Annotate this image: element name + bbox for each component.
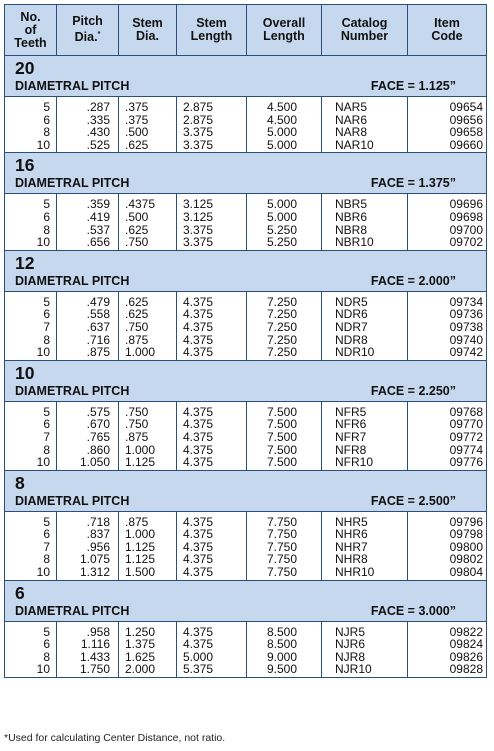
cell-stem: 1.250	[119, 621, 177, 638]
cell-catalog: NDR5	[322, 291, 408, 308]
cell-pitch: .958	[57, 621, 119, 638]
cell-overall: 7.250	[247, 334, 322, 347]
col-header-pitch-dia: Pitch Dia.*	[57, 5, 119, 56]
cell-teeth: 7	[43, 319, 50, 334]
cell-teeth: 6	[43, 637, 50, 652]
table-row	[5, 308, 487, 321]
cell-stem: .375	[119, 97, 177, 114]
pitch-section-header	[5, 56, 487, 97]
section-face-width: FACE = 1.375”	[370, 176, 456, 191]
cell-overall: 7.500	[247, 431, 322, 444]
cell-teeth: 8	[43, 332, 50, 347]
cell-pitch: .656	[57, 236, 119, 250]
cell-catalog: NAR8	[322, 126, 408, 139]
table-row	[5, 334, 487, 347]
cell-teeth: 5	[43, 404, 50, 419]
cell-pitch: .956	[57, 541, 119, 554]
cell-length: 4.375	[177, 334, 247, 347]
cell-length: 4.375	[177, 291, 247, 308]
cell-code: 09768	[408, 401, 487, 418]
cell-overall: 7.500	[247, 401, 322, 418]
section-pitch-number: 6	[15, 582, 25, 603]
cell-catalog: NHR10	[322, 566, 408, 580]
cell-code: 09654	[408, 97, 487, 114]
cell-stem: 1.000	[119, 346, 177, 360]
cell-length: 4.375	[177, 418, 247, 431]
cell-pitch: .479	[57, 291, 119, 308]
cell-code: 09796	[408, 511, 487, 528]
cell-teeth: 8	[43, 552, 50, 567]
cell-catalog: NAR6	[322, 114, 408, 127]
cell-stem: 1.625	[119, 651, 177, 664]
section-face-width: FACE = 2.250”	[370, 383, 456, 398]
cell-stem: 1.125	[119, 541, 177, 554]
cell-catalog: NDR8	[322, 334, 408, 347]
pitch-section-header	[5, 153, 487, 194]
cell-code: 09826	[408, 651, 487, 664]
cell-length: 5.000	[177, 651, 247, 664]
cell-code: 09824	[408, 638, 487, 651]
cell-length: 4.375	[177, 321, 247, 334]
section-pitch-label: DIAMETRAL PITCH	[15, 383, 130, 398]
cell-pitch: .765	[57, 431, 119, 444]
table-row	[5, 553, 487, 566]
section-banner	[5, 153, 487, 194]
cell-length: 2.875	[177, 114, 247, 127]
cell-code: 09822	[408, 621, 487, 638]
cell-code: 09772	[408, 431, 487, 444]
cell-pitch: .718	[57, 511, 119, 528]
cell-length: 3.125	[177, 211, 247, 224]
cell-code: 09696	[408, 194, 487, 211]
cell-catalog: NJR6	[322, 638, 408, 651]
cell-pitch: 1.050	[57, 456, 119, 470]
cell-code: 09738	[408, 321, 487, 334]
cell-overall: 7.500	[247, 444, 322, 457]
cell-length: 4.375	[177, 431, 247, 444]
cell-overall: 7.500	[247, 456, 322, 470]
cell-overall: 7.500	[247, 418, 322, 431]
cell-teeth: 10	[36, 455, 50, 470]
section-pitch-label: DIAMETRAL PITCH	[15, 493, 130, 508]
cell-length: 3.375	[177, 126, 247, 139]
cell-overall: 5.250	[247, 224, 322, 237]
cell-pitch: .335	[57, 114, 119, 127]
cell-stem: .875	[119, 334, 177, 347]
section-banner	[5, 360, 487, 401]
cell-pitch: .860	[57, 444, 119, 457]
cell-stem: .875	[119, 511, 177, 528]
pitch-section-header	[5, 250, 487, 291]
col-header-stem-dia: Stem Dia.	[119, 5, 177, 56]
col-header-overall-length: Overall Length	[247, 5, 322, 56]
cell-stem: 1.000	[119, 444, 177, 457]
cell-code: 09798	[408, 528, 487, 541]
table-row	[5, 194, 487, 211]
cell-teeth: 8	[43, 442, 50, 457]
table-row	[5, 224, 487, 237]
cell-code: 09774	[408, 444, 487, 457]
cell-overall: 7.750	[247, 511, 322, 528]
table-header	[5, 5, 487, 56]
table-row	[5, 541, 487, 554]
table-row	[5, 321, 487, 334]
cell-pitch: 1.433	[57, 651, 119, 664]
cell-stem: .625	[119, 139, 177, 153]
cell-overall: 7.250	[247, 291, 322, 308]
cell-stem: .625	[119, 308, 177, 321]
section-face-width: FACE = 2.000”	[370, 273, 456, 288]
section-rows	[5, 194, 487, 250]
cell-overall: 7.750	[247, 541, 322, 554]
cell-catalog: NDR6	[322, 308, 408, 321]
cell-overall: 5.000	[247, 211, 322, 224]
cell-teeth: 5	[43, 624, 50, 639]
cell-pitch: 1.312	[57, 566, 119, 580]
cell-code: 09656	[408, 114, 487, 127]
cell-teeth: 7	[43, 429, 50, 444]
cell-teeth: 10	[36, 565, 50, 580]
cell-stem: .875	[119, 431, 177, 444]
cell-length: 4.375	[177, 541, 247, 554]
cell-pitch: 1.750	[57, 663, 119, 677]
cell-teeth: 5	[43, 100, 50, 114]
cell-length: 4.375	[177, 553, 247, 566]
cell-overall: 5.000	[247, 194, 322, 211]
cell-code: 09770	[408, 418, 487, 431]
col-header-teeth: No. of Teeth	[5, 5, 57, 56]
cell-code: 09658	[408, 126, 487, 139]
cell-pitch: 1.116	[57, 638, 119, 651]
cell-stem: .750	[119, 321, 177, 334]
cell-overall: 8.500	[247, 638, 322, 651]
table-row	[5, 418, 487, 431]
cell-catalog: NFR8	[322, 444, 408, 457]
cell-length: 3.375	[177, 224, 247, 237]
section-pitch-label: DIAMETRAL PITCH	[15, 603, 130, 618]
section-pitch-number: 20	[15, 58, 35, 78]
cell-stem: .750	[119, 401, 177, 418]
cell-code: 09660	[408, 139, 487, 153]
cell-length: 4.375	[177, 444, 247, 457]
cell-teeth: 6	[43, 307, 50, 322]
col-header-item-code: Item Code	[408, 5, 487, 56]
section-pitch-number: 10	[15, 362, 35, 383]
cell-length: 3.125	[177, 194, 247, 211]
table-row	[5, 638, 487, 651]
cell-teeth: 8	[43, 125, 50, 140]
cell-code: 09776	[408, 456, 487, 470]
cell-catalog: NJR10	[322, 663, 408, 677]
table-row	[5, 126, 487, 139]
section-banner	[5, 580, 487, 621]
cell-stem: .750	[119, 236, 177, 250]
table-row	[5, 97, 487, 114]
col-header-stem-length: Stem Length	[177, 5, 247, 56]
section-face-width: FACE = 3.000”	[370, 603, 456, 618]
cell-pitch: .525	[57, 139, 119, 153]
section-pitch-label: DIAMETRAL PITCH	[15, 79, 130, 93]
cell-teeth: 5	[43, 197, 50, 212]
table-row	[5, 114, 487, 127]
cell-stem: .375	[119, 114, 177, 127]
cell-catalog: NFR7	[322, 431, 408, 444]
cell-teeth: 5	[43, 514, 50, 529]
cell-overall: 4.500	[247, 97, 322, 114]
cell-teeth: 10	[36, 137, 50, 152]
cell-length: 4.375	[177, 511, 247, 528]
cell-teeth: 6	[43, 527, 50, 542]
cell-length: 4.375	[177, 621, 247, 638]
cell-pitch: .637	[57, 321, 119, 334]
cell-teeth: 6	[43, 417, 50, 432]
cell-code: 09698	[408, 211, 487, 224]
cell-code: 09742	[408, 346, 487, 360]
cell-catalog: NJR5	[322, 621, 408, 638]
cell-stem: 1.500	[119, 566, 177, 580]
cell-teeth: 6	[43, 209, 50, 224]
cell-code: 09700	[408, 224, 487, 237]
table-row	[5, 651, 487, 664]
cell-length: 4.375	[177, 401, 247, 418]
cell-stem: .4375	[119, 194, 177, 211]
cell-catalog: NHR7	[322, 541, 408, 554]
cell-length: 4.375	[177, 528, 247, 541]
section-pitch-label: DIAMETRAL PITCH	[15, 176, 130, 191]
col-header-catalog-number: Catalog Number	[322, 5, 408, 56]
cell-overall: 5.000	[247, 126, 322, 139]
cell-stem: .500	[119, 211, 177, 224]
cell-code: 09734	[408, 291, 487, 308]
cell-overall: 5.000	[247, 139, 322, 153]
cell-catalog: NHR8	[322, 553, 408, 566]
section-rows	[5, 97, 487, 153]
section-banner	[5, 56, 487, 97]
cell-length: 4.375	[177, 346, 247, 360]
table-row	[5, 566, 487, 580]
cell-code: 09804	[408, 566, 487, 580]
cell-length: 4.375	[177, 638, 247, 651]
cell-pitch: .558	[57, 308, 119, 321]
section-face-width: FACE = 2.500”	[370, 493, 456, 508]
cell-stem: .750	[119, 418, 177, 431]
section-rows	[5, 401, 487, 470]
section-rows	[5, 621, 487, 677]
cell-code: 09736	[408, 308, 487, 321]
cell-code: 09800	[408, 541, 487, 554]
cell-teeth: 6	[43, 112, 50, 127]
cell-pitch: .287	[57, 97, 119, 114]
spec-table-wrapper	[4, 4, 486, 678]
cell-teeth: 8	[43, 649, 50, 664]
cell-catalog: NDR10	[322, 346, 408, 360]
section-banner	[5, 470, 487, 511]
cell-pitch: .837	[57, 528, 119, 541]
cell-catalog: NFR10	[322, 456, 408, 470]
table-row	[5, 139, 487, 153]
cell-pitch: .716	[57, 334, 119, 347]
cell-catalog: NFR6	[322, 418, 408, 431]
cell-code: 09702	[408, 236, 487, 250]
gear-spec-table	[4, 4, 487, 678]
cell-teeth: 10	[36, 235, 50, 250]
pitch-section-header	[5, 360, 487, 401]
cell-teeth: 8	[43, 222, 50, 237]
cell-pitch: .670	[57, 418, 119, 431]
cell-overall: 7.250	[247, 346, 322, 360]
cell-overall: 9.000	[247, 651, 322, 664]
cell-overall: 9.500	[247, 663, 322, 677]
cell-pitch: 1.075	[57, 553, 119, 566]
section-pitch-label: DIAMETRAL PITCH	[15, 273, 130, 288]
cell-catalog: NAR10	[322, 139, 408, 153]
footnote-marker: *	[97, 31, 101, 39]
cell-pitch: .875	[57, 346, 119, 360]
table-row	[5, 663, 487, 677]
section-rows	[5, 291, 487, 360]
table-row	[5, 236, 487, 250]
cell-stem: 1.000	[119, 528, 177, 541]
cell-catalog: NAR5	[322, 97, 408, 114]
cell-overall: 5.250	[247, 236, 322, 250]
cell-teeth: 10	[36, 662, 50, 677]
table-row	[5, 528, 487, 541]
cell-catalog: NJR8	[322, 651, 408, 664]
cell-catalog: NBR10	[322, 236, 408, 250]
section-pitch-number: 16	[15, 155, 35, 176]
table-row	[5, 511, 487, 528]
section-rows	[5, 511, 487, 580]
section-face-width: FACE = 1.125”	[370, 79, 456, 93]
table-row	[5, 346, 487, 360]
cell-length: 2.875	[177, 97, 247, 114]
cell-pitch: .537	[57, 224, 119, 237]
cell-catalog: NHR6	[322, 528, 408, 541]
cell-pitch: .575	[57, 401, 119, 418]
table-row	[5, 456, 487, 470]
cell-pitch: .419	[57, 211, 119, 224]
cell-teeth: 10	[36, 345, 50, 360]
cell-length: 4.375	[177, 308, 247, 321]
cell-catalog: NBR6	[322, 211, 408, 224]
cell-stem: .625	[119, 224, 177, 237]
cell-length: 3.375	[177, 139, 247, 153]
cell-stem: 2.000	[119, 663, 177, 677]
cell-stem: 1.125	[119, 456, 177, 470]
cell-stem: .625	[119, 291, 177, 308]
cell-length: 3.375	[177, 236, 247, 250]
cell-length: 5.375	[177, 663, 247, 677]
cell-teeth: 5	[43, 294, 50, 309]
section-pitch-number: 8	[15, 472, 25, 493]
cell-overall: 4.500	[247, 114, 322, 127]
cell-code: 09828	[408, 663, 487, 677]
cell-overall: 7.750	[247, 566, 322, 580]
cell-stem: 1.125	[119, 553, 177, 566]
footnote: *Used for calculating Center Distance, not ratio.	[4, 732, 226, 744]
cell-catalog: NBR8	[322, 224, 408, 237]
section-banner	[5, 250, 487, 291]
cell-stem: 1.375	[119, 638, 177, 651]
pitch-section-header	[5, 580, 487, 621]
pitch-section-header	[5, 470, 487, 511]
cell-length: 4.375	[177, 566, 247, 580]
cell-pitch: .430	[57, 126, 119, 139]
cell-catalog: NHR5	[322, 511, 408, 528]
table-row	[5, 444, 487, 457]
table-row	[5, 431, 487, 444]
cell-overall: 7.250	[247, 308, 322, 321]
cell-overall: 7.750	[247, 528, 322, 541]
cell-stem: .500	[119, 126, 177, 139]
cell-teeth: 7	[43, 539, 50, 554]
table-row	[5, 401, 487, 418]
cell-length: 4.375	[177, 456, 247, 470]
cell-overall: 8.500	[247, 621, 322, 638]
table-row	[5, 291, 487, 308]
cell-overall: 7.750	[247, 553, 322, 566]
cell-catalog: NBR5	[322, 194, 408, 211]
cell-catalog: NFR5	[322, 401, 408, 418]
cell-overall: 7.250	[247, 321, 322, 334]
table-row	[5, 211, 487, 224]
section-pitch-number: 12	[15, 252, 35, 273]
cell-code: 09740	[408, 334, 487, 347]
cell-pitch: .359	[57, 194, 119, 211]
cell-code: 09802	[408, 553, 487, 566]
table-row	[5, 621, 487, 638]
cell-catalog: NDR7	[322, 321, 408, 334]
